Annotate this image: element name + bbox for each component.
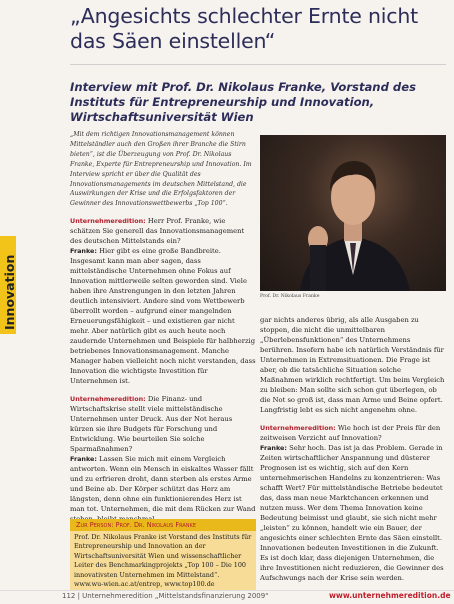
question-label: Unternehmeredition: — [70, 217, 146, 226]
question-text: Herr Prof. Franke, wie schätzen Sie generell das Innovationsmanagement des deutschen Mittelstands ein? — [70, 217, 245, 246]
answer-label: Franke: — [70, 454, 97, 463]
answer-1 — [70, 247, 256, 387]
photo-caption: Prof. Dr. Nikolaus Franke — [260, 294, 320, 299]
answer-3 — [260, 444, 446, 584]
question-label: Unternehmeredition: — [70, 394, 146, 403]
footer-page-info: 112 | Unternehmeredition „Mittelstandsfinanzierung 2009“ — [62, 592, 269, 600]
footer-website: www.unternehmeredition.de — [329, 591, 451, 600]
question-text: Die Finanz- und Wirtschaftskrise stellt viele mittelständische Unternehmen unter Druck. Aus der Not heraus kürzen sie ihre Budgets für Forschung und Entwicklung. Wie beurteilen Sie solche Sparmaßnahmen? — [70, 394, 233, 453]
person-box-text: Prof. Dr. Nikolaus Franke ist Vorstand des Instituts für Entrepreneurship und Innovation an der Wirtschaftsuniversität Wien und wissenschaftlicher Leiter des Benchmarkingprojekts „Top 100 – Die 100 innovativsten Unternehmen im Mittelstand“. — [74, 533, 252, 579]
column-right — [260, 316, 446, 584]
answer-text: Lassen Sie mich mit einem Vergleich antworten. Wenn ein Mensch in eiskaltes Wasser fällt und zu erfrieren droht, dann sterben als erstes Arme und Beine ab. Der Körper schützt das Herz am längsten, denn ohne ein funktionierendes Herz ist man tot. Unternehmen, die mit dem Rücken zur Wand — [70, 454, 256, 513]
article-title: „Angesichts schlechter Ernte nicht das Säen einstellen“ — [70, 4, 418, 53]
title-divider — [70, 64, 446, 65]
portrait-illustration — [260, 135, 446, 291]
section-tab-label: Innovation — [2, 254, 17, 330]
answer-text: Sehr hoch. Das ist ja das Problem. Gerade in Zeiten wirtschaftlicher Anspannung und düsterer Prognosen ist es wichtig, sich auf den Kern unternehmerischen Handelns zu konzentrieren: Was schafft Wert? Für mittelständische Betriebe bedeutet das, dass man neue Marktchancen erkennen und nutzen muss. Wer dem Thema Innovation keine Bedeutung beimisst und glaubt, sie sich nicht mehr „leisten“ zu können, handelt wie ein Bauer, der angesichts einer schlechten Ernte das Säen einstellt. Innovationen bedeuten Investitionen in die Zukunft. Es ist doch klar, dass diejenigen Unternehmen, die ihre Investitionen nicht reduzieren, die Gewinner des Aufschwungs nach der Krise sein werden. — [260, 443, 444, 582]
answer-label: Franke: — [70, 247, 97, 256]
portrait-photo — [260, 135, 446, 291]
person-box-links: www.wu-wien.ac.at/entrep, www.top100.de — [74, 580, 215, 589]
question-text: Wie hoch ist der Preis für den zeitweisen Verzicht auf Innovation? — [260, 423, 441, 442]
answer-text: Hier gibt es eine große Bandbreite. Insgesamt kann man aber sagen, dass mittelständische Unternehmen ohne Fokus auf Innovation mittlerweile selten geworden sind. Viele haben ihre Anstrengungen in den letzten Jahren deutlich intensiviert. Andere sind vom Wettbewerb überrollt worden – aufgrund einer mangelnden Erneuerungsfähigkeit – und existieren gar nicht mehr. Aber natürlich gibt es auch heute noch zaudernde Unternehmen und Beispiele für halbherzig betriebenes Innovationsmanagement. Manche Manager haben vielleicht noch nicht verstanden, dass Innovation die wichtigste Investition für Unternehmen ist. — [70, 247, 256, 385]
column-left — [70, 130, 256, 525]
question-1 — [70, 217, 256, 247]
article-subtitle: Interview mit Prof. Dr. Nikolaus Franke, Vorstand des Instituts für Entrepreneurship und Innovation, Wirtschaftsuniversität Wien — [70, 80, 416, 124]
answer-label: Franke: — [260, 443, 287, 452]
article-intro: „Mit dem richtigen Innovationsmanagement können Mittelständler auch den Großen ihrer Branche die Stirn bieten“, ist die Überzeugung von Prof. Dr. Nikolaus Franke, Experte für Entrepreneurship und Innovation. Im Interview spricht er über die Qualität des Innovationsmanagements im deutschen Mittelstand, die Auswirkungen der Krise und die Erfolgsfaktoren der Gewinner des Innovationswettbewerbs „Top 100“. — [70, 131, 252, 208]
person-info-box — [70, 519, 256, 591]
question-2 — [70, 395, 256, 455]
answer-2 — [70, 455, 256, 525]
question-3 — [260, 424, 446, 444]
continued-text: gar nichts anderes übrig, als alle Ausgaben zu stoppen, die nicht die unmittelbaren „Überlebensfunktionen“ des Unternehmens berühren. Insofern habe ich natürlich Verständnis für Unternehmen in Extremsituationen. Die Frage ist aber, ob die tatsächliche Situation solche Maßnahmen wirklich rechtfertigt. Um beim Vergleich zu bleiben: Man sollte sich schon gut überlegen, ob die Not so groß ist, dass man Arme und Beine opfert. Langfristig lebt es sich nicht angenehm ohne. — [260, 316, 445, 414]
question-label: Unternehmeredition: — [260, 423, 336, 432]
person-box-body — [74, 533, 254, 589]
person-box-heading: Zur Person: Prof. Dr. Nikolaus Franke — [70, 519, 256, 531]
